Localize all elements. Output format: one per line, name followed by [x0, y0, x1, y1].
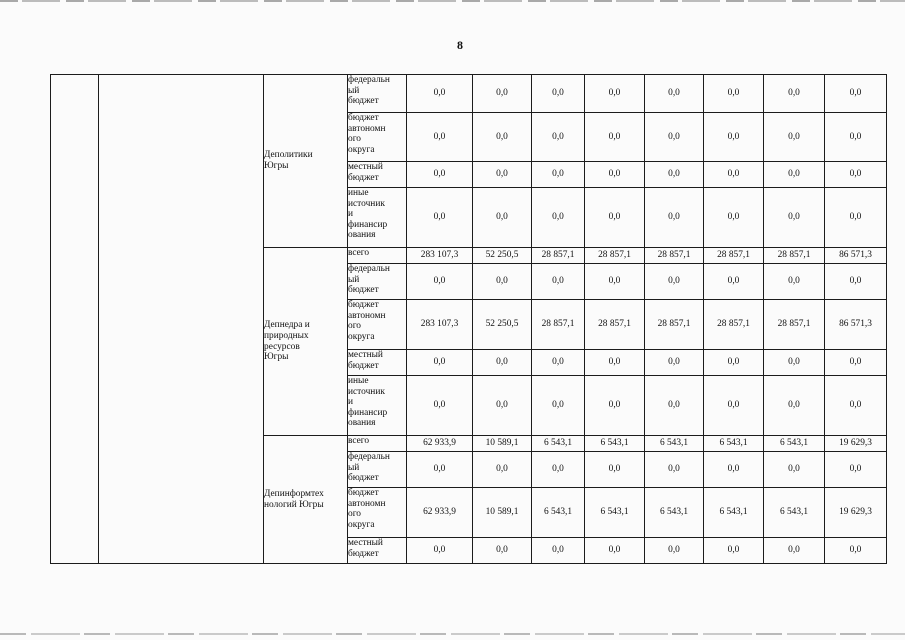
amount-cell: 0,0	[473, 162, 532, 188]
amount-cell: 6 543,1	[764, 488, 825, 538]
amount-cell: 0,0	[764, 452, 825, 488]
amount-cell: 0,0	[407, 264, 473, 300]
amount-cell: 52 250,5	[473, 248, 532, 264]
scan-edge-top	[0, 0, 905, 2]
amount-cell: 52 250,5	[473, 300, 532, 350]
table-row	[51, 75, 887, 113]
funding-source-cell: бюджет автономн ого округа	[348, 300, 407, 350]
amount-cell: 0,0	[645, 350, 704, 376]
budget-table	[50, 74, 887, 564]
amount-cell: 0,0	[764, 264, 825, 300]
amount-cell: 6 543,1	[532, 488, 585, 538]
amount-cell: 6 543,1	[645, 488, 704, 538]
amount-cell: 0,0	[585, 264, 645, 300]
amount-cell: 0,0	[825, 452, 887, 488]
measure-name-cell	[99, 75, 264, 564]
amount-cell: 0,0	[704, 452, 764, 488]
amount-cell: 0,0	[585, 376, 645, 436]
amount-cell: 283 107,3	[407, 300, 473, 350]
amount-cell: 0,0	[764, 376, 825, 436]
amount-cell: 6 543,1	[585, 436, 645, 452]
amount-cell: 0,0	[764, 113, 825, 162]
amount-cell: 28 857,1	[585, 248, 645, 264]
executor-cell	[264, 75, 348, 248]
amount-cell: 0,0	[407, 75, 473, 113]
amount-cell: 0,0	[645, 264, 704, 300]
amount-cell: 0,0	[825, 113, 887, 162]
amount-cell: 0,0	[704, 162, 764, 188]
amount-cell: 28 857,1	[704, 248, 764, 264]
amount-cell: 6 543,1	[764, 436, 825, 452]
amount-cell: 0,0	[473, 188, 532, 248]
amount-cell: 0,0	[473, 376, 532, 436]
amount-cell: 0,0	[645, 376, 704, 436]
funding-source-cell: федеральн ый бюджет	[348, 75, 407, 113]
amount-cell: 86 571,3	[825, 300, 887, 350]
amount-cell: 19 629,3	[825, 436, 887, 452]
amount-cell: 0,0	[532, 75, 585, 113]
amount-cell: 0,0	[825, 538, 887, 564]
amount-cell: 28 857,1	[704, 300, 764, 350]
amount-cell: 0,0	[532, 162, 585, 188]
amount-cell: 0,0	[473, 538, 532, 564]
amount-cell: 0,0	[825, 376, 887, 436]
amount-cell: 0,0	[645, 452, 704, 488]
amount-cell: 0,0	[407, 113, 473, 162]
amount-cell: 0,0	[532, 113, 585, 162]
executor-label: Депнедра и природных ресурсов Югры	[264, 320, 310, 363]
funding-source-cell: федеральн ый бюджет	[348, 452, 407, 488]
amount-cell: 28 857,1	[764, 300, 825, 350]
number-column-cell	[51, 75, 99, 564]
amount-cell: 0,0	[704, 264, 764, 300]
funding-source-cell: всего	[348, 248, 407, 264]
executor-label: Деполитики Югры	[264, 150, 313, 171]
amount-cell: 28 857,1	[532, 248, 585, 264]
amount-cell: 28 857,1	[764, 248, 825, 264]
amount-cell: 0,0	[473, 264, 532, 300]
amount-cell: 0,0	[645, 113, 704, 162]
executor-label: Депинформтех нологий Югры	[264, 488, 324, 510]
page-number: 8	[457, 38, 463, 52]
amount-cell: 0,0	[407, 188, 473, 248]
amount-cell: 0,0	[532, 376, 585, 436]
funding-source-cell: бюджет автономн ого округа	[348, 113, 407, 162]
amount-cell: 0,0	[407, 350, 473, 376]
amount-cell: 0,0	[585, 538, 645, 564]
amount-cell: 0,0	[585, 350, 645, 376]
funding-source-cell: федеральн ый бюджет	[348, 264, 407, 300]
amount-cell: 0,0	[704, 350, 764, 376]
amount-cell: 0,0	[704, 188, 764, 248]
amount-cell: 0,0	[585, 188, 645, 248]
amount-cell: 0,0	[532, 350, 585, 376]
amount-cell: 0,0	[532, 264, 585, 300]
amount-cell: 0,0	[764, 162, 825, 188]
funding-source-cell: местный бюджет	[348, 538, 407, 564]
amount-cell: 0,0	[407, 538, 473, 564]
amount-cell: 0,0	[407, 452, 473, 488]
amount-cell: 62 933,9	[407, 488, 473, 538]
amount-cell: 0,0	[532, 188, 585, 248]
amount-cell: 0,0	[704, 538, 764, 564]
amount-cell: 283 107,3	[407, 248, 473, 264]
amount-cell: 19 629,3	[825, 488, 887, 538]
amount-cell: 0,0	[825, 75, 887, 113]
amount-cell: 0,0	[407, 376, 473, 436]
amount-cell: 0,0	[645, 162, 704, 188]
amount-cell: 10 589,1	[473, 436, 532, 452]
amount-cell: 0,0	[704, 113, 764, 162]
amount-cell: 6 543,1	[704, 488, 764, 538]
amount-cell: 0,0	[473, 113, 532, 162]
funding-source-cell: всего	[348, 436, 407, 452]
amount-cell: 28 857,1	[645, 248, 704, 264]
executor-cell	[264, 436, 348, 564]
amount-cell: 0,0	[585, 452, 645, 488]
amount-cell: 0,0	[825, 188, 887, 248]
funding-source-cell: иные источник и финансир ования	[348, 376, 407, 436]
amount-cell: 28 857,1	[532, 300, 585, 350]
amount-cell: 0,0	[645, 538, 704, 564]
amount-cell: 0,0	[585, 162, 645, 188]
executor-cell	[264, 248, 348, 436]
amount-cell: 0,0	[764, 188, 825, 248]
amount-cell: 0,0	[704, 75, 764, 113]
amount-cell: 0,0	[764, 350, 825, 376]
amount-cell: 0,0	[407, 162, 473, 188]
funding-source-cell: местный бюджет	[348, 350, 407, 376]
amount-cell: 28 857,1	[585, 300, 645, 350]
amount-cell: 6 543,1	[704, 436, 764, 452]
amount-cell: 28 857,1	[645, 300, 704, 350]
amount-cell: 0,0	[473, 75, 532, 113]
amount-cell: 0,0	[473, 452, 532, 488]
amount-cell: 0,0	[532, 538, 585, 564]
amount-cell: 0,0	[764, 75, 825, 113]
amount-cell: 0,0	[645, 75, 704, 113]
amount-cell: 86 571,3	[825, 248, 887, 264]
funding-source-cell: местный бюджет	[348, 162, 407, 188]
amount-cell: 0,0	[473, 350, 532, 376]
amount-cell: 6 543,1	[645, 436, 704, 452]
scan-edge-bottom	[0, 633, 905, 635]
amount-cell: 62 933,9	[407, 436, 473, 452]
amount-cell: 0,0	[825, 162, 887, 188]
amount-cell: 0,0	[585, 75, 645, 113]
amount-cell: 0,0	[704, 376, 764, 436]
amount-cell: 0,0	[532, 452, 585, 488]
funding-source-cell: иные источник и финансир ования	[348, 188, 407, 248]
funding-source-cell: бюджет автономн ого округа	[348, 488, 407, 538]
amount-cell: 0,0	[764, 538, 825, 564]
amount-cell: 6 543,1	[585, 488, 645, 538]
amount-cell: 0,0	[585, 113, 645, 162]
amount-cell: 10 589,1	[473, 488, 532, 538]
amount-cell: 0,0	[645, 188, 704, 248]
amount-cell: 6 543,1	[532, 436, 585, 452]
amount-cell: 0,0	[825, 350, 887, 376]
amount-cell: 0,0	[825, 264, 887, 300]
